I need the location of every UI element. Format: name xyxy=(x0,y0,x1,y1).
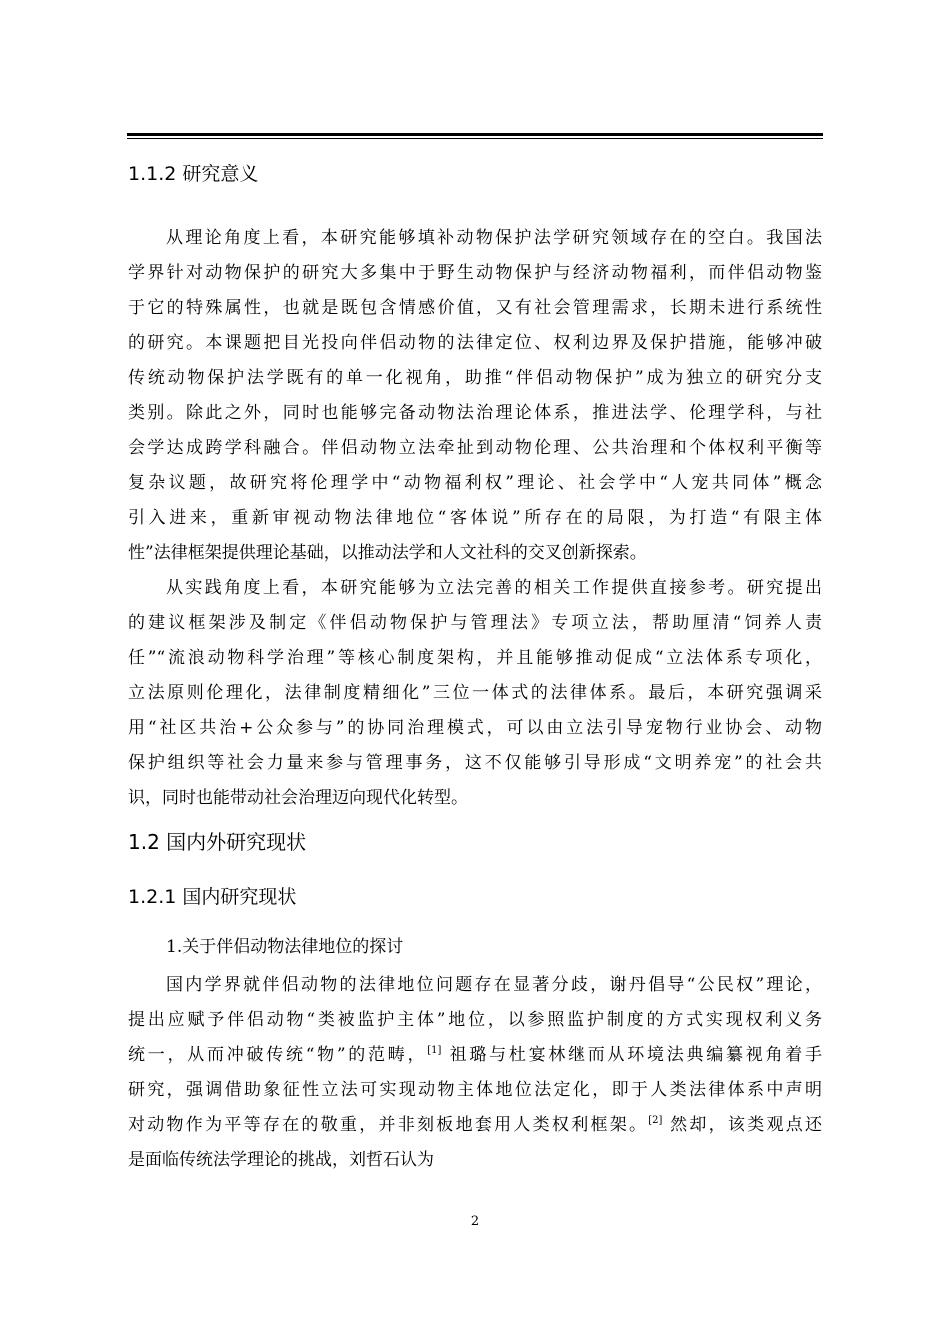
text-line: 传统动物保护法学既有的单一化视角，助推“伴侣动物保护”成为独立的研究分支 xyxy=(128,368,822,388)
section-heading-1-2-1: 1.2.1 国内研究现状 xyxy=(128,886,297,908)
text-line: 类别。除此之外，同时也能够完备动物法治理论体系，推进法学、伦理学科，与社 xyxy=(128,403,822,423)
text-span: 祖璐与杜宴林继而从环境法典编纂视角着手 xyxy=(441,1045,822,1065)
section-heading-1-2: 1.2 国内外研究现状 xyxy=(128,830,307,854)
text-line: 性”法律框架提供理论基础，以推动法学和人文社科的交叉创新探索。 xyxy=(128,543,647,563)
text-line xyxy=(128,1038,822,1073)
text-line: 保护组织等社会力量来参与管理事务，这不仅能够引导形成“文明养宠”的社会共 xyxy=(128,753,822,773)
page-number: 2 xyxy=(470,1214,480,1229)
citation-ref-2: [2] xyxy=(648,1115,663,1126)
text-line: 识，同时也能带动社会治理迈向现代化转型。 xyxy=(128,788,468,808)
text-span: 统一，从而冲破传统“物”的范畴， xyxy=(128,1045,428,1065)
text-span: 然却，该类观点还 xyxy=(662,1115,823,1135)
header-rule-thick xyxy=(127,133,823,136)
citation-ref-1: [1] xyxy=(427,1045,442,1056)
text-line: 于它的特殊属性，也就是既包含情感价值，又有社会管理需求，长期未进行系统性 xyxy=(128,298,822,318)
paragraph-domestic-research xyxy=(128,968,822,1178)
text-line: 引入进来，重新审视动物法律地位“客体说”所存在的局限，为打造“有限主体 xyxy=(128,508,822,528)
text-line: 学界针对动物保护的研究大多集中于野生动物保护与经济动物福利，而伴侣动物鉴 xyxy=(128,263,822,283)
text-line: 复杂议题，故研究将伦理学中“动物福利权”理论、社会学中“人宠共同体”概念 xyxy=(128,473,822,493)
text-line: 国内学界就伴侣动物的法律地位问题存在显著分歧，谢丹倡导“公民权”理论， xyxy=(166,975,822,995)
text-line: 的研究。本课题把目光投向伴侣动物的法律定位、权利边界及保护措施，能够冲破 xyxy=(128,333,822,353)
text-span: 对动物作为平等存在的敬重，并非刻板地套用人类权利框架。 xyxy=(128,1115,649,1135)
text-line: 的建议框架涉及制定《伴侣动物保护与管理法》专项立法，帮助厘清“饲养人责 xyxy=(128,613,822,633)
text-line: 会学达成跨学科融合。伴侣动物立法牵扯到动物伦理、公共治理和个体权利平衡等 xyxy=(128,438,822,458)
text-line: 立法原则伦理化，法律制度精细化”三位一体式的法律体系。最后，本研究强调采 xyxy=(128,683,822,703)
subsection-title: 1.关于伴侣动物法律地位的探讨 xyxy=(166,937,404,957)
text-line: 用“社区共治+公众参与”的协同治理模式，可以由立法引导宠物行业协会、动物 xyxy=(128,718,822,738)
paragraph-practice xyxy=(128,571,822,816)
text-line: 提出应赋予伴侣动物“类被监护主体”地位，以参照监护制度的方式实现权利义务 xyxy=(128,1010,822,1030)
text-line: 从理论角度上看，本研究能够填补动物保护法学研究领域存在的空白。我国法 xyxy=(166,228,822,248)
section-heading-1-1-2: 1.1.2 研究意义 xyxy=(128,163,259,185)
text-line: 研究，强调借助象征性立法可实现动物主体地位法定化，即于人类法律体系中声明 xyxy=(128,1080,822,1100)
text-line xyxy=(128,1108,822,1143)
text-line: 从实践角度上看，本研究能够为立法完善的相关工作提供直接参考。研究提出 xyxy=(166,578,822,598)
paragraph-theory xyxy=(128,221,822,571)
header-rule-thin xyxy=(127,138,823,139)
text-line: 是面临传统法学理论的挑战，刘哲石认为 xyxy=(128,1150,434,1170)
text-line: 任”“流浪动物科学治理”等核心制度架构，并且能够推动促成“立法体系专项化， xyxy=(128,648,822,668)
